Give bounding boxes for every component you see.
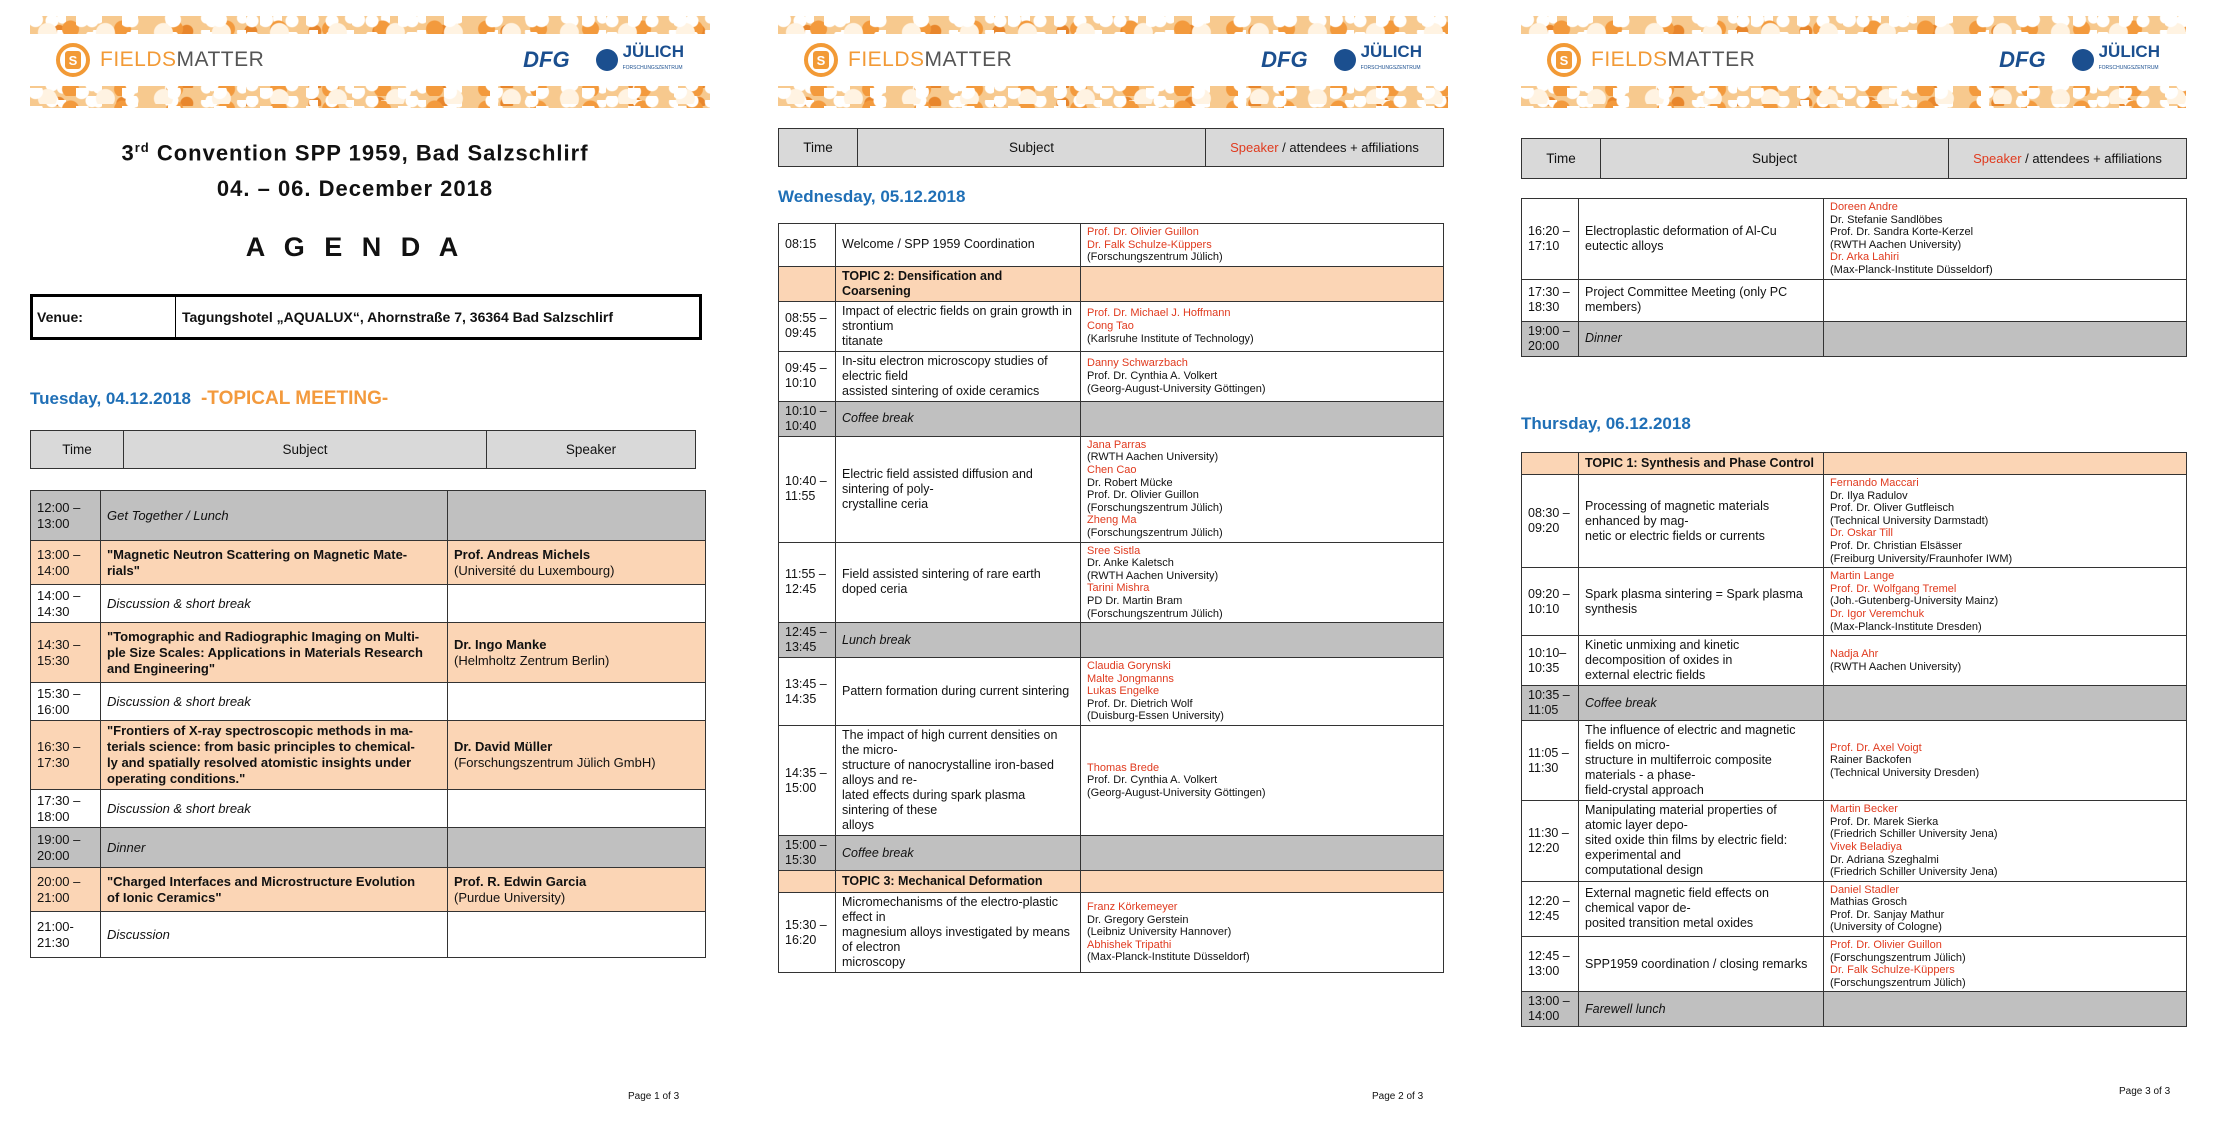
julich-logo: JÜLICH FORSCHUNGSZENTRUM <box>1334 44 1422 76</box>
row-time: 12:20 – 12:45 <box>1522 881 1579 936</box>
row-time: 10:10 – 10:40 <box>779 401 836 436</box>
row-people: Martin Lange Prof. Dr. Wolfgang Tremel (Joh.-Gutenberg-University Mainz) Dr. Igor Veremchuk (Max-Planck-Institute Dresden) <box>1824 568 2187 636</box>
julich-mark-icon <box>2072 49 2094 71</box>
row-time: 20:00 – 21:00 <box>31 868 101 912</box>
schedule-row <box>31 491 706 541</box>
topic-row <box>1522 453 2187 475</box>
col-speaker: Speaker / attendees + affiliations <box>1206 129 1444 167</box>
schedule-header <box>778 128 1444 167</box>
row-subject: TOPIC 3: Mechanical Deformation <box>836 871 1081 893</box>
schedule-row <box>779 836 1444 871</box>
agenda-heading: A G E N D A <box>245 232 465 262</box>
row-subject: Coffee break <box>836 836 1081 871</box>
schedule-row <box>779 658 1444 726</box>
col-speaker: Speaker / attendees + affiliations <box>1949 139 2187 179</box>
row-subject: Spark plasma sintering = Spark plasma synthesis <box>1579 568 1824 636</box>
row-subject: Discussion <box>101 912 448 958</box>
row-subject: TOPIC 2: Densification and Coarsening <box>836 266 1081 301</box>
fieldsmatter-logo-text: FIELDSMATTER <box>1591 48 1756 71</box>
header-banner <box>30 16 710 108</box>
convention-title: 3rd Convention SPP 1959, Bad Salzschlirf <box>121 140 589 166</box>
row-time <box>779 266 836 301</box>
row-subject: Electric field assisted diffusion and sintering of poly- crystalline ceria <box>836 436 1081 542</box>
row-subject: "Tomographic and Radiographic Imaging on Multi- ple Size Scales: Applications in Materials Research and Engineering" <box>101 623 448 683</box>
schedule-row <box>779 224 1444 267</box>
row-speaker <box>448 912 706 958</box>
schedule-row <box>779 893 1444 973</box>
schedule-row <box>1522 279 2187 321</box>
header-banner <box>778 16 1448 108</box>
day-heading-wednesday: Wednesday, 05.12.2018 <box>778 187 966 206</box>
row-subject: Discussion & short break <box>101 790 448 828</box>
julich-logo: JÜLICH FORSCHUNGSZENTRUM <box>596 44 684 76</box>
julich-mark-icon <box>596 49 618 71</box>
row-speaker <box>448 683 706 721</box>
topic-row <box>779 266 1444 301</box>
row-time: 11:55 – 12:45 <box>779 542 836 623</box>
row-people: Prof. Dr. Axel Voigt Rainer Backofen (Technical University Dresden) <box>1824 721 2187 801</box>
schedule-row <box>779 401 1444 436</box>
row-time: 12:45 – 13:45 <box>779 623 836 658</box>
schedule-header <box>1521 138 2187 179</box>
row-time: 10:40 – 11:55 <box>779 436 836 542</box>
row-people: Franz Körkemeyer Dr. Gregory Gerstein (Leibniz University Hannover) Abhishek Tripathi (Max-Planck-Institute Düsseldorf) <box>1081 893 1444 973</box>
schedule-row <box>1522 881 2187 936</box>
row-time: 11:05 – 11:30 <box>1522 721 1579 801</box>
row-people: Claudia Gorynski Malte Jongmanns Lukas Engelke Prof. Dr. Dietrich Wolf (Duisburg-Essen University) <box>1081 658 1444 726</box>
schedule-row <box>779 542 1444 623</box>
row-subject: Welcome / SPP 1959 Coordination <box>836 224 1081 267</box>
row-subject: Manipulating material properties of atomic layer depo- sited oxide thin films by electric field: experimental and computational design <box>1579 801 1824 882</box>
header-banner <box>1521 16 2186 108</box>
row-time <box>1522 453 1579 475</box>
schedule-row <box>1522 721 2187 801</box>
schedule-table-wednesday-continued <box>1521 198 2187 357</box>
fieldsmatter-logo-text: FIELDSMATTER <box>848 48 1013 71</box>
fieldsmatter-logo-text: FIELDSMATTER <box>100 48 265 71</box>
row-time: 10:35 – 11:05 <box>1522 686 1579 721</box>
row-speaker: Dr. Ingo Manke (Helmholtz Zentrum Berlin) <box>448 623 706 683</box>
convention-dates: 04. – 06. December 2018 <box>216 176 494 201</box>
row-people: Doreen Andre Dr. Stefanie Sandlöbes Prof. Dr. Sandra Korte-Kerzel (RWTH Aachen University) Dr. Arka Lahiri (Max-Planck-Institute Düsseldorf) <box>1824 199 2187 280</box>
row-time: 09:45 – 10:10 <box>779 351 836 401</box>
row-time: 09:20 – 10:10 <box>1522 568 1579 636</box>
row-subject: Kinetic unmixing and kinetic decomposition of oxides in external electric fields <box>1579 636 1824 686</box>
venue-value: Tagungshotel „AQUALUX“, Ahornstraße 7, 36364 Bad Salzschlirf <box>182 309 613 325</box>
row-people: Daniel Stadler Mathias Grosch Prof. Dr. Sanjay Mathur (University of Cologne) <box>1824 881 2187 936</box>
row-people <box>1081 401 1444 436</box>
row-people <box>1081 871 1444 893</box>
row-subject: Farewell lunch <box>1579 992 1824 1027</box>
row-people: Fernando Maccari Dr. Ilya Radulov Prof. Dr. Oliver Gutfleisch (Technical University Darmstadt) Dr. Oskar Till Prof. Dr. Christian Elsässer (Freiburg University/Fraunhofer IWM) <box>1824 475 2187 568</box>
row-subject: Field assisted sintering of rare earth doped ceria <box>836 542 1081 623</box>
row-subject: Impact of electric fields on grain growth in strontium titanate <box>836 301 1081 351</box>
page-number: Page 2 of 3 <box>1372 1091 1424 1102</box>
fieldsmatter-logo-icon: S <box>56 43 90 77</box>
row-people <box>1824 279 2187 321</box>
row-people <box>1824 453 2187 475</box>
fieldsmatter-logo-icon: S <box>1547 43 1581 77</box>
row-time: 19:00 – 20:00 <box>1522 321 1579 356</box>
row-time: 13:45 – 14:35 <box>779 658 836 726</box>
row-subject: "Charged Interfaces and Microstructure Evolution of Ionic Ceramics" <box>101 868 448 912</box>
row-people: Prof. Dr. Michael J. Hoffmann Cong Tao (Karlsruhe Institute of Technology) <box>1081 301 1444 351</box>
row-time: 17:30 – 18:00 <box>31 790 101 828</box>
schedule-row <box>31 683 706 721</box>
col-time: Time <box>779 129 858 167</box>
dfg-logo: DFG <box>523 47 570 72</box>
row-time: 10:10– 10:35 <box>1522 636 1579 686</box>
row-subject: The impact of high current densities on the micro- structure of nanocrystalline iron-based alloys and re- lated effects during spark plasma sintering of these alloys <box>836 726 1081 836</box>
day-heading-thursday: Thursday, 06.12.2018 <box>1521 414 1691 433</box>
schedule-row <box>31 721 706 790</box>
col-time: Time <box>31 431 124 469</box>
row-time <box>779 871 836 893</box>
schedule-row <box>779 436 1444 542</box>
row-time: 13:00 – 14:00 <box>31 541 101 585</box>
col-subject: Subject <box>124 431 487 469</box>
row-subject: SPP1959 coordination / closing remarks <box>1579 937 1824 992</box>
schedule-row <box>31 868 706 912</box>
row-time: 08:55 – 09:45 <box>779 301 836 351</box>
schedule-row <box>779 301 1444 351</box>
schedule-row <box>31 790 706 828</box>
schedule-row <box>31 623 706 683</box>
schedule-row <box>1522 199 2187 280</box>
row-people: Danny Schwarzbach Prof. Dr. Cynthia A. Volkert (Georg-August-University Göttingen) <box>1081 351 1444 401</box>
col-speaker: Speaker <box>487 431 696 469</box>
row-speaker <box>448 491 706 541</box>
row-subject: Lunch break <box>836 623 1081 658</box>
topic-row <box>779 871 1444 893</box>
venue-box <box>30 294 702 340</box>
row-time: 11:30 – 12:20 <box>1522 801 1579 882</box>
row-subject: TOPIC 1: Synthesis and Phase Control <box>1579 453 1824 475</box>
row-time: 17:30 – 18:30 <box>1522 279 1579 321</box>
row-subject: Coffee break <box>1579 686 1824 721</box>
row-speaker: Prof. Andreas Michels (Université du Luxembourg) <box>448 541 706 585</box>
row-people <box>1824 992 2187 1027</box>
schedule-row <box>1522 992 2187 1027</box>
venue-label: Venue: <box>33 297 176 337</box>
row-subject: Dinner <box>101 828 448 868</box>
schedule-table-wednesday <box>778 223 1444 973</box>
schedule-row <box>1522 801 2187 882</box>
schedule-table-tuesday <box>30 490 706 958</box>
schedule-header <box>30 430 696 469</box>
fieldsmatter-logo-icon: S <box>804 43 838 77</box>
topical-meeting-tag: -TOPICAL MEETING- <box>200 388 389 409</box>
row-time: 15:30 – 16:00 <box>31 683 101 721</box>
schedule-row <box>1522 321 2187 356</box>
row-subject: "Frontiers of X-ray spectroscopic methods in ma- terials science: from basic principles to chemical- ly and spatially resolved atomistic insights under operating conditions." <box>101 721 448 790</box>
row-speaker: Prof. R. Edwin Garcia (Purdue University) <box>448 868 706 912</box>
row-subject: Discussion & short break <box>101 683 448 721</box>
row-time: 12:00 – 13:00 <box>31 491 101 541</box>
row-subject: The influence of electric and magnetic fields on micro- structure in multiferroic composite materials - a phase- field-crystal approach <box>1579 721 1824 801</box>
row-subject: Micromechanisms of the electro-plastic effect in magnesium alloys investigated by means of electron microscopy <box>836 893 1081 973</box>
row-time: 12:45 – 13:00 <box>1522 937 1579 992</box>
agenda-page-2 <box>770 0 1460 1125</box>
schedule-row <box>1522 686 2187 721</box>
schedule-row <box>1522 568 2187 636</box>
row-subject: Discussion & short break <box>101 585 448 623</box>
row-speaker <box>448 828 706 868</box>
row-subject: Coffee break <box>836 401 1081 436</box>
row-subject: In-situ electron microscopy studies of electric field assisted sintering of oxide ceramics <box>836 351 1081 401</box>
julich-logo: JÜLICH FORSCHUNGSZENTRUM <box>2072 44 2160 76</box>
row-subject: Electroplastic deformation of Al-Cu eutectic alloys <box>1579 199 1824 280</box>
row-speaker <box>448 585 706 623</box>
row-people <box>1824 321 2187 356</box>
row-subject: Processing of magnetic materials enhanced by mag- netic or electric fields or currents <box>1579 475 1824 568</box>
schedule-row <box>31 541 706 585</box>
row-time: 08:30 – 09:20 <box>1522 475 1579 568</box>
dfg-logo: DFG <box>1999 47 2046 72</box>
row-time: 16:20 – 17:10 <box>1522 199 1579 280</box>
row-people <box>1081 623 1444 658</box>
schedule-row <box>1522 475 2187 568</box>
row-people <box>1824 686 2187 721</box>
row-people: Thomas Brede Prof. Dr. Cynthia A. Volkert (Georg-August-University Göttingen) <box>1081 726 1444 836</box>
row-time: 14:30 – 15:30 <box>31 623 101 683</box>
schedule-row <box>1522 937 2187 992</box>
row-subject: Dinner <box>1579 321 1824 356</box>
row-subject: External magnetic field effects on chemical vapor de- posited transition metal oxides <box>1579 881 1824 936</box>
col-subject: Subject <box>1601 139 1949 179</box>
schedule-row <box>779 623 1444 658</box>
row-time: 19:00 – 20:00 <box>31 828 101 868</box>
julich-mark-icon <box>1334 49 1356 71</box>
row-time: 14:35 – 15:00 <box>779 726 836 836</box>
row-people: Prof. Dr. Olivier Guillon (Forschungszentrum Jülich) Dr. Falk Schulze-Küppers (Forschungszentrum Jülich) <box>1824 937 2187 992</box>
row-people: Nadja Ahr (RWTH Aachen University) <box>1824 636 2187 686</box>
agenda-page-3 <box>1515 0 2216 1125</box>
row-time: 16:30 – 17:30 <box>31 721 101 790</box>
schedule-table-thursday <box>1521 452 2187 1027</box>
row-speaker: Dr. David Müller (Forschungszentrum Jülich GmbH) <box>448 721 706 790</box>
row-subject: "Magnetic Neutron Scattering on Magnetic Mate- rials" <box>101 541 448 585</box>
day-heading-tuesday: Tuesday, 04.12.2018 -TOPICAL MEETING- <box>30 388 389 409</box>
row-time: 15:30 – 16:20 <box>779 893 836 973</box>
row-people <box>1081 836 1444 871</box>
schedule-row <box>31 585 706 623</box>
col-subject: Subject <box>858 129 1206 167</box>
row-people: Prof. Dr. Olivier Guillon Dr. Falk Schulze-Küppers (Forschungszentrum Jülich) <box>1081 224 1444 267</box>
row-time: 15:00 – 15:30 <box>779 836 836 871</box>
row-subject: Get Together / Lunch <box>101 491 448 541</box>
schedule-row <box>31 828 706 868</box>
page-number: Page 3 of 3 <box>2119 1086 2171 1097</box>
row-people: Martin Becker Prof. Dr. Marek Sierka (Friedrich Schiller University Jena) Vivek Beladiya Dr. Adriana Szeghalmi (Friedrich Schiller University Jena) <box>1824 801 2187 882</box>
row-subject: Project Committee Meeting (only PC members) <box>1579 279 1824 321</box>
col-time: Time <box>1522 139 1601 179</box>
agenda-page-1 <box>0 0 720 1125</box>
page-number: Page 1 of 3 <box>628 1091 680 1102</box>
schedule-row <box>31 912 706 958</box>
row-time: 08:15 <box>779 224 836 267</box>
row-time: 21:00- 21:30 <box>31 912 101 958</box>
row-speaker <box>448 790 706 828</box>
schedule-row <box>779 351 1444 401</box>
schedule-row <box>1522 636 2187 686</box>
row-people: Sree Sistla Dr. Anke Kaletsch (RWTH Aachen University) Tarini Mishra PD Dr. Martin Bram (Forschungszentrum Jülich) <box>1081 542 1444 623</box>
schedule-row <box>779 726 1444 836</box>
row-time: 14:00 – 14:30 <box>31 585 101 623</box>
row-time: 13:00 – 14:00 <box>1522 992 1579 1027</box>
dfg-logo: DFG <box>1261 47 1308 72</box>
row-people: Jana Parras (RWTH Aachen University) Chen Cao Dr. Robert Mücke Prof. Dr. Olivier Guillon (Forschungszentrum Jülich) Zheng Ma (Forschungszentrum Jülich) <box>1081 436 1444 542</box>
row-subject: Pattern formation during current sintering <box>836 658 1081 726</box>
row-people <box>1081 266 1444 301</box>
